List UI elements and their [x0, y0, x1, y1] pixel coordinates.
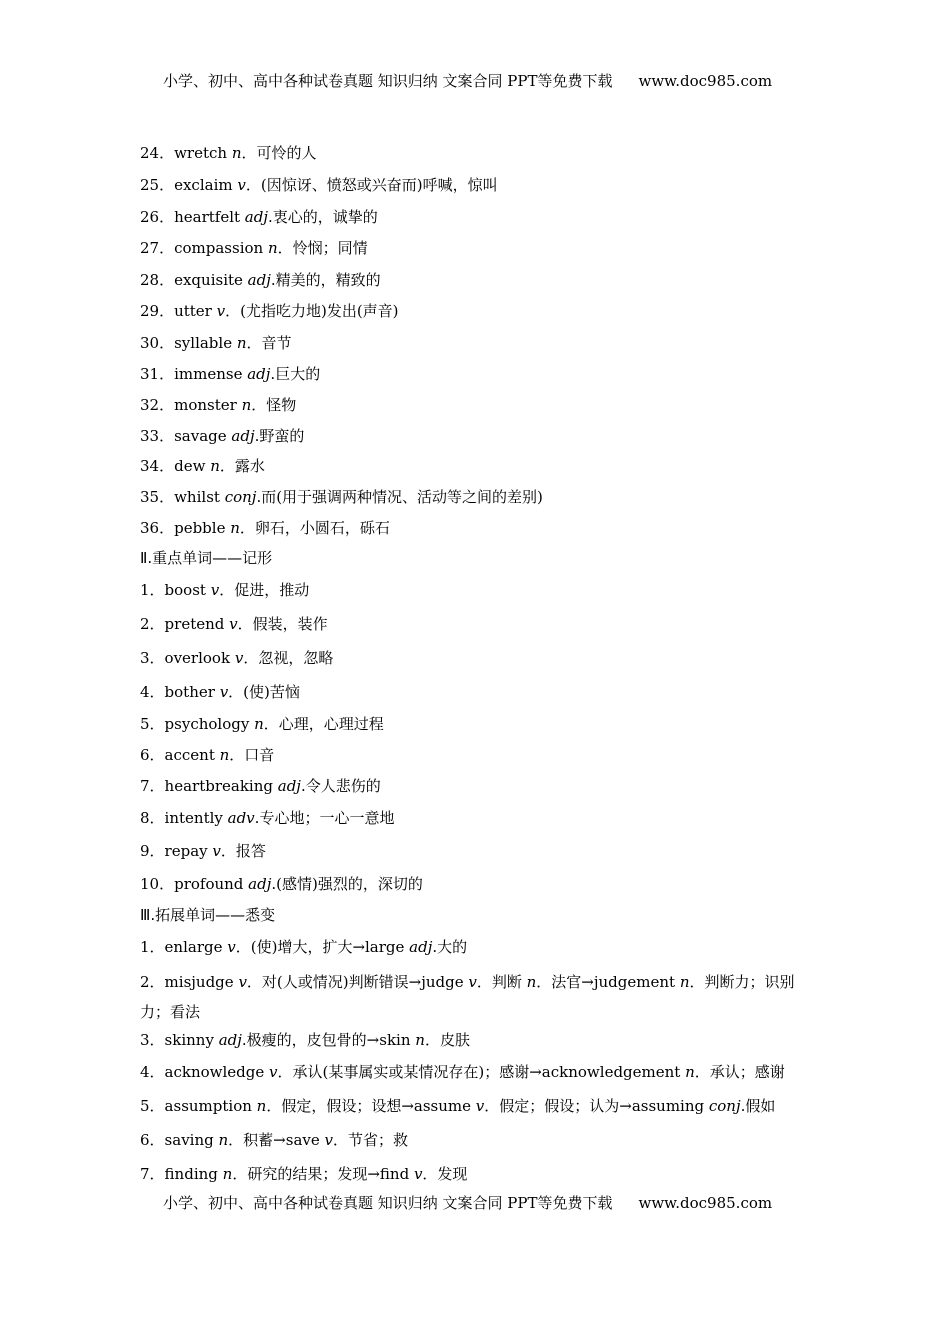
item-definition: ．心理，心理过程 — [263, 715, 384, 733]
item-definition: ．促进，推动 — [219, 581, 310, 599]
vocab-item — [140, 1030, 470, 1050]
item-word: repay — [164, 842, 213, 860]
part-of-speech: n — [231, 144, 242, 162]
vocab-item — [140, 1062, 785, 1082]
part-of-speech: v — [324, 1131, 333, 1149]
vocab-item — [140, 580, 309, 600]
item-text: acknowledge — [164, 1063, 270, 1081]
part-of-speech: v — [269, 1063, 278, 1081]
part-of-speech: v — [212, 842, 221, 860]
item-definition: ．口音 — [229, 746, 275, 764]
part-of-speech: n — [415, 1031, 425, 1049]
vocab-item — [140, 301, 399, 321]
item-number: 1． — [140, 581, 165, 599]
item-definition: ．(尤指吃力地)发出(声音) — [225, 302, 399, 320]
part-of-speech: n — [210, 457, 220, 475]
item-definition: .野蛮的 — [254, 427, 305, 445]
item-text: saving — [164, 1131, 219, 1149]
item-definition: .衷心的，诚挚的 — [268, 208, 378, 226]
part-of-speech: adj — [247, 365, 271, 383]
item-word: savage — [174, 427, 232, 445]
item-number: 24． — [140, 144, 175, 162]
part-of-speech: v — [238, 973, 247, 991]
item-word: syllable — [174, 334, 237, 352]
part-of-speech: adj — [277, 777, 301, 795]
item-text: finding — [164, 1165, 223, 1183]
header-site-link[interactable]: www.doc985.com — [638, 72, 773, 90]
item-text: .大的 — [432, 938, 468, 956]
vocab-item — [140, 426, 304, 446]
part-of-speech: v — [468, 973, 477, 991]
part-of-speech: n — [685, 1063, 695, 1081]
part-of-speech: v — [210, 581, 220, 599]
part-of-speech: n — [256, 1097, 267, 1115]
part-of-speech: adj — [248, 875, 272, 893]
header-banner — [163, 70, 772, 91]
item-text: ．承认；感谢 — [694, 1063, 785, 1081]
vocab-item — [140, 175, 498, 195]
item-number: 32． — [140, 396, 175, 414]
item-word: wretch — [174, 144, 232, 162]
item-definition: ．怜悯；同情 — [277, 239, 368, 257]
item-word: heartfelt — [174, 208, 245, 226]
item-text: ．假定；假设；认为→assuming — [484, 1097, 709, 1115]
item-number: 3． — [140, 649, 165, 667]
item-number: 2． — [140, 973, 165, 991]
item-number: 29． — [140, 302, 175, 320]
item-number: 6． — [140, 746, 165, 764]
part-of-speech: v — [234, 649, 244, 667]
item-definition: .专心地；一心一意地 — [254, 809, 395, 827]
vocab-item — [140, 456, 265, 476]
item-definition: .令人悲伤的 — [300, 777, 381, 795]
vocab-item — [140, 745, 274, 765]
item-definition: .精美的，精致的 — [270, 271, 381, 289]
item-number: 4． — [140, 1063, 165, 1081]
part-of-speech: n — [241, 396, 252, 414]
item-text: ．积蓄→save — [228, 1131, 325, 1149]
part-of-speech: n — [254, 715, 264, 733]
vocab-item — [140, 207, 378, 227]
footer-banner — [163, 1192, 772, 1213]
vocab-item — [140, 682, 300, 702]
vocab-item — [140, 808, 394, 828]
item-text: ．对(人或情况)判断错误→judge — [246, 973, 469, 991]
item-number: 36． — [140, 519, 175, 537]
vocab-item — [140, 614, 328, 634]
part-of-speech: adj — [244, 208, 268, 226]
part-of-speech: n — [526, 973, 537, 991]
vocab-item — [140, 518, 390, 538]
vocab-item — [140, 143, 317, 163]
item-definition: ．假装，装作 — [237, 615, 328, 633]
item-definition: .(感情)强烈的，深切的 — [271, 875, 423, 893]
footer-text: 小学、初中、高中各种试卷真题 知识归纳 文案合同 PPT等免费下载 — [163, 1194, 613, 1212]
item-definition: ．音节 — [246, 334, 292, 352]
item-text: misjudge — [164, 973, 239, 991]
vocab-item — [140, 364, 320, 384]
part-of-speech: n — [267, 239, 278, 257]
part-of-speech: v — [227, 938, 236, 956]
item-number: 34． — [140, 457, 175, 475]
part-of-speech: adv — [227, 809, 255, 827]
item-number: 4． — [140, 683, 165, 701]
item-word: exquisite — [174, 271, 248, 289]
item-definition: .巨大的 — [270, 365, 321, 383]
item-word: utter — [174, 302, 217, 320]
part-of-speech: conj — [224, 488, 257, 506]
item-word: dew — [174, 457, 211, 475]
part-of-speech: v — [237, 176, 246, 194]
vocab-item — [140, 874, 423, 894]
item-number: 31． — [140, 365, 175, 383]
part-of-speech: n — [219, 746, 230, 764]
item-text: ．研究的结果；发现→find — [232, 1165, 414, 1183]
part-of-speech: v — [216, 302, 226, 320]
item-word: bother — [164, 683, 220, 701]
item-number: 5． — [140, 1097, 165, 1115]
section-2-title: Ⅱ.重点单词——记形 — [140, 549, 273, 567]
part-of-speech: adj — [247, 271, 271, 289]
item-text: ．判断 — [476, 973, 527, 991]
item-text: ．假定，假设；设想→assume — [266, 1097, 476, 1115]
item-definition: ．怪物 — [251, 396, 297, 414]
item-number: 28． — [140, 271, 175, 289]
item-number: 1． — [140, 938, 165, 956]
item-text: ．(使)增大，扩大→large — [235, 938, 410, 956]
part-of-speech: n — [222, 1165, 233, 1183]
part-of-speech: adj — [231, 427, 255, 445]
vocab-item — [140, 1164, 467, 1184]
item-text: ．判断力；识别力；看法 — [140, 973, 795, 1021]
item-number: 30． — [140, 334, 175, 352]
item-text: ．节省；救 — [333, 1131, 409, 1149]
item-definition: ．可怜的人 — [241, 144, 317, 162]
part-of-speech: adj — [409, 938, 433, 956]
item-text: skinny — [164, 1031, 219, 1049]
item-definition: ．露水 — [219, 457, 265, 475]
item-text: .假如 — [740, 1097, 776, 1115]
item-number: 7． — [140, 777, 165, 795]
item-definition: ．报答 — [220, 842, 266, 860]
item-definition: ．(使)苦恼 — [228, 683, 300, 701]
part-of-speech: adj — [218, 1031, 242, 1049]
item-number: 10． — [140, 875, 175, 893]
vocab-item — [140, 937, 467, 957]
item-text: ．皮肤 — [424, 1031, 470, 1049]
item-word: exclaim — [174, 176, 238, 194]
vocab-item — [140, 487, 543, 507]
item-definition: .而(用于强调两种情况、活动等之间的差别) — [256, 488, 543, 506]
item-word: boost — [164, 581, 211, 599]
item-text: ．发现 — [422, 1165, 468, 1183]
item-number: 25． — [140, 176, 175, 194]
item-word: pretend — [164, 615, 230, 633]
item-number: 2． — [140, 615, 165, 633]
item-word: heartbreaking — [164, 777, 278, 795]
item-word: immense — [174, 365, 248, 383]
item-number: 8． — [140, 809, 165, 827]
part-of-speech: v — [475, 1097, 485, 1115]
item-word: intently — [164, 809, 228, 827]
vocab-item — [140, 967, 812, 1027]
part-of-speech: v — [219, 683, 229, 701]
item-number: 5． — [140, 715, 165, 733]
part-of-speech: v — [413, 1165, 423, 1183]
vocab-item — [140, 270, 381, 290]
item-word: compassion — [174, 239, 268, 257]
part-of-speech: n — [230, 519, 240, 537]
item-number: 9． — [140, 842, 165, 860]
item-number: 27． — [140, 239, 175, 257]
part-of-speech: v — [229, 615, 238, 633]
item-word: pebble — [174, 519, 231, 537]
item-text: ．法官→judgement — [536, 973, 680, 991]
part-of-speech: n — [236, 334, 247, 352]
item-word: whilst — [174, 488, 225, 506]
item-word: overlook — [164, 649, 235, 667]
part-of-speech: n — [218, 1131, 229, 1149]
vocab-item — [140, 776, 381, 796]
item-number: 33． — [140, 427, 175, 445]
item-number: 6． — [140, 1131, 165, 1149]
vocab-item — [140, 1096, 775, 1116]
vocab-item — [140, 841, 266, 861]
item-word: profound — [174, 875, 249, 893]
part-of-speech: n — [679, 973, 690, 991]
item-number: 7． — [140, 1165, 165, 1183]
vocab-item — [140, 714, 384, 734]
item-text: ．承认(某事属实或某情况存在)；感谢→acknowledgement — [277, 1063, 686, 1081]
vocab-item — [140, 333, 292, 353]
footer-site-link[interactable]: www.doc985.com — [638, 1194, 773, 1212]
vocab-item — [140, 395, 296, 415]
vocab-item — [140, 238, 368, 258]
item-text: assumption — [164, 1097, 257, 1115]
item-number: 26． — [140, 208, 175, 226]
header-text: 小学、初中、高中各种试卷真题 知识归纳 文案合同 PPT等免费下载 — [163, 72, 613, 90]
item-text: enlarge — [164, 938, 228, 956]
item-definition: ．卵石，小圆石，砾石 — [239, 519, 390, 537]
vocab-item — [140, 648, 333, 668]
item-definition: ．忽视，忽略 — [243, 649, 334, 667]
item-number: 3． — [140, 1031, 165, 1049]
item-word: monster — [174, 396, 242, 414]
item-word: accent — [164, 746, 220, 764]
vocab-item — [140, 1130, 408, 1150]
section-3-title: Ⅲ.拓展单词——悉变 — [140, 906, 276, 924]
part-of-speech: conj — [708, 1097, 741, 1115]
item-number: 35． — [140, 488, 175, 506]
item-word: psychology — [164, 715, 255, 733]
item-definition: ．(因惊讶、愤怒或兴奋而)呼喊，惊叫 — [245, 176, 498, 194]
item-text: .极瘦的，皮包骨的→skin — [241, 1031, 416, 1049]
